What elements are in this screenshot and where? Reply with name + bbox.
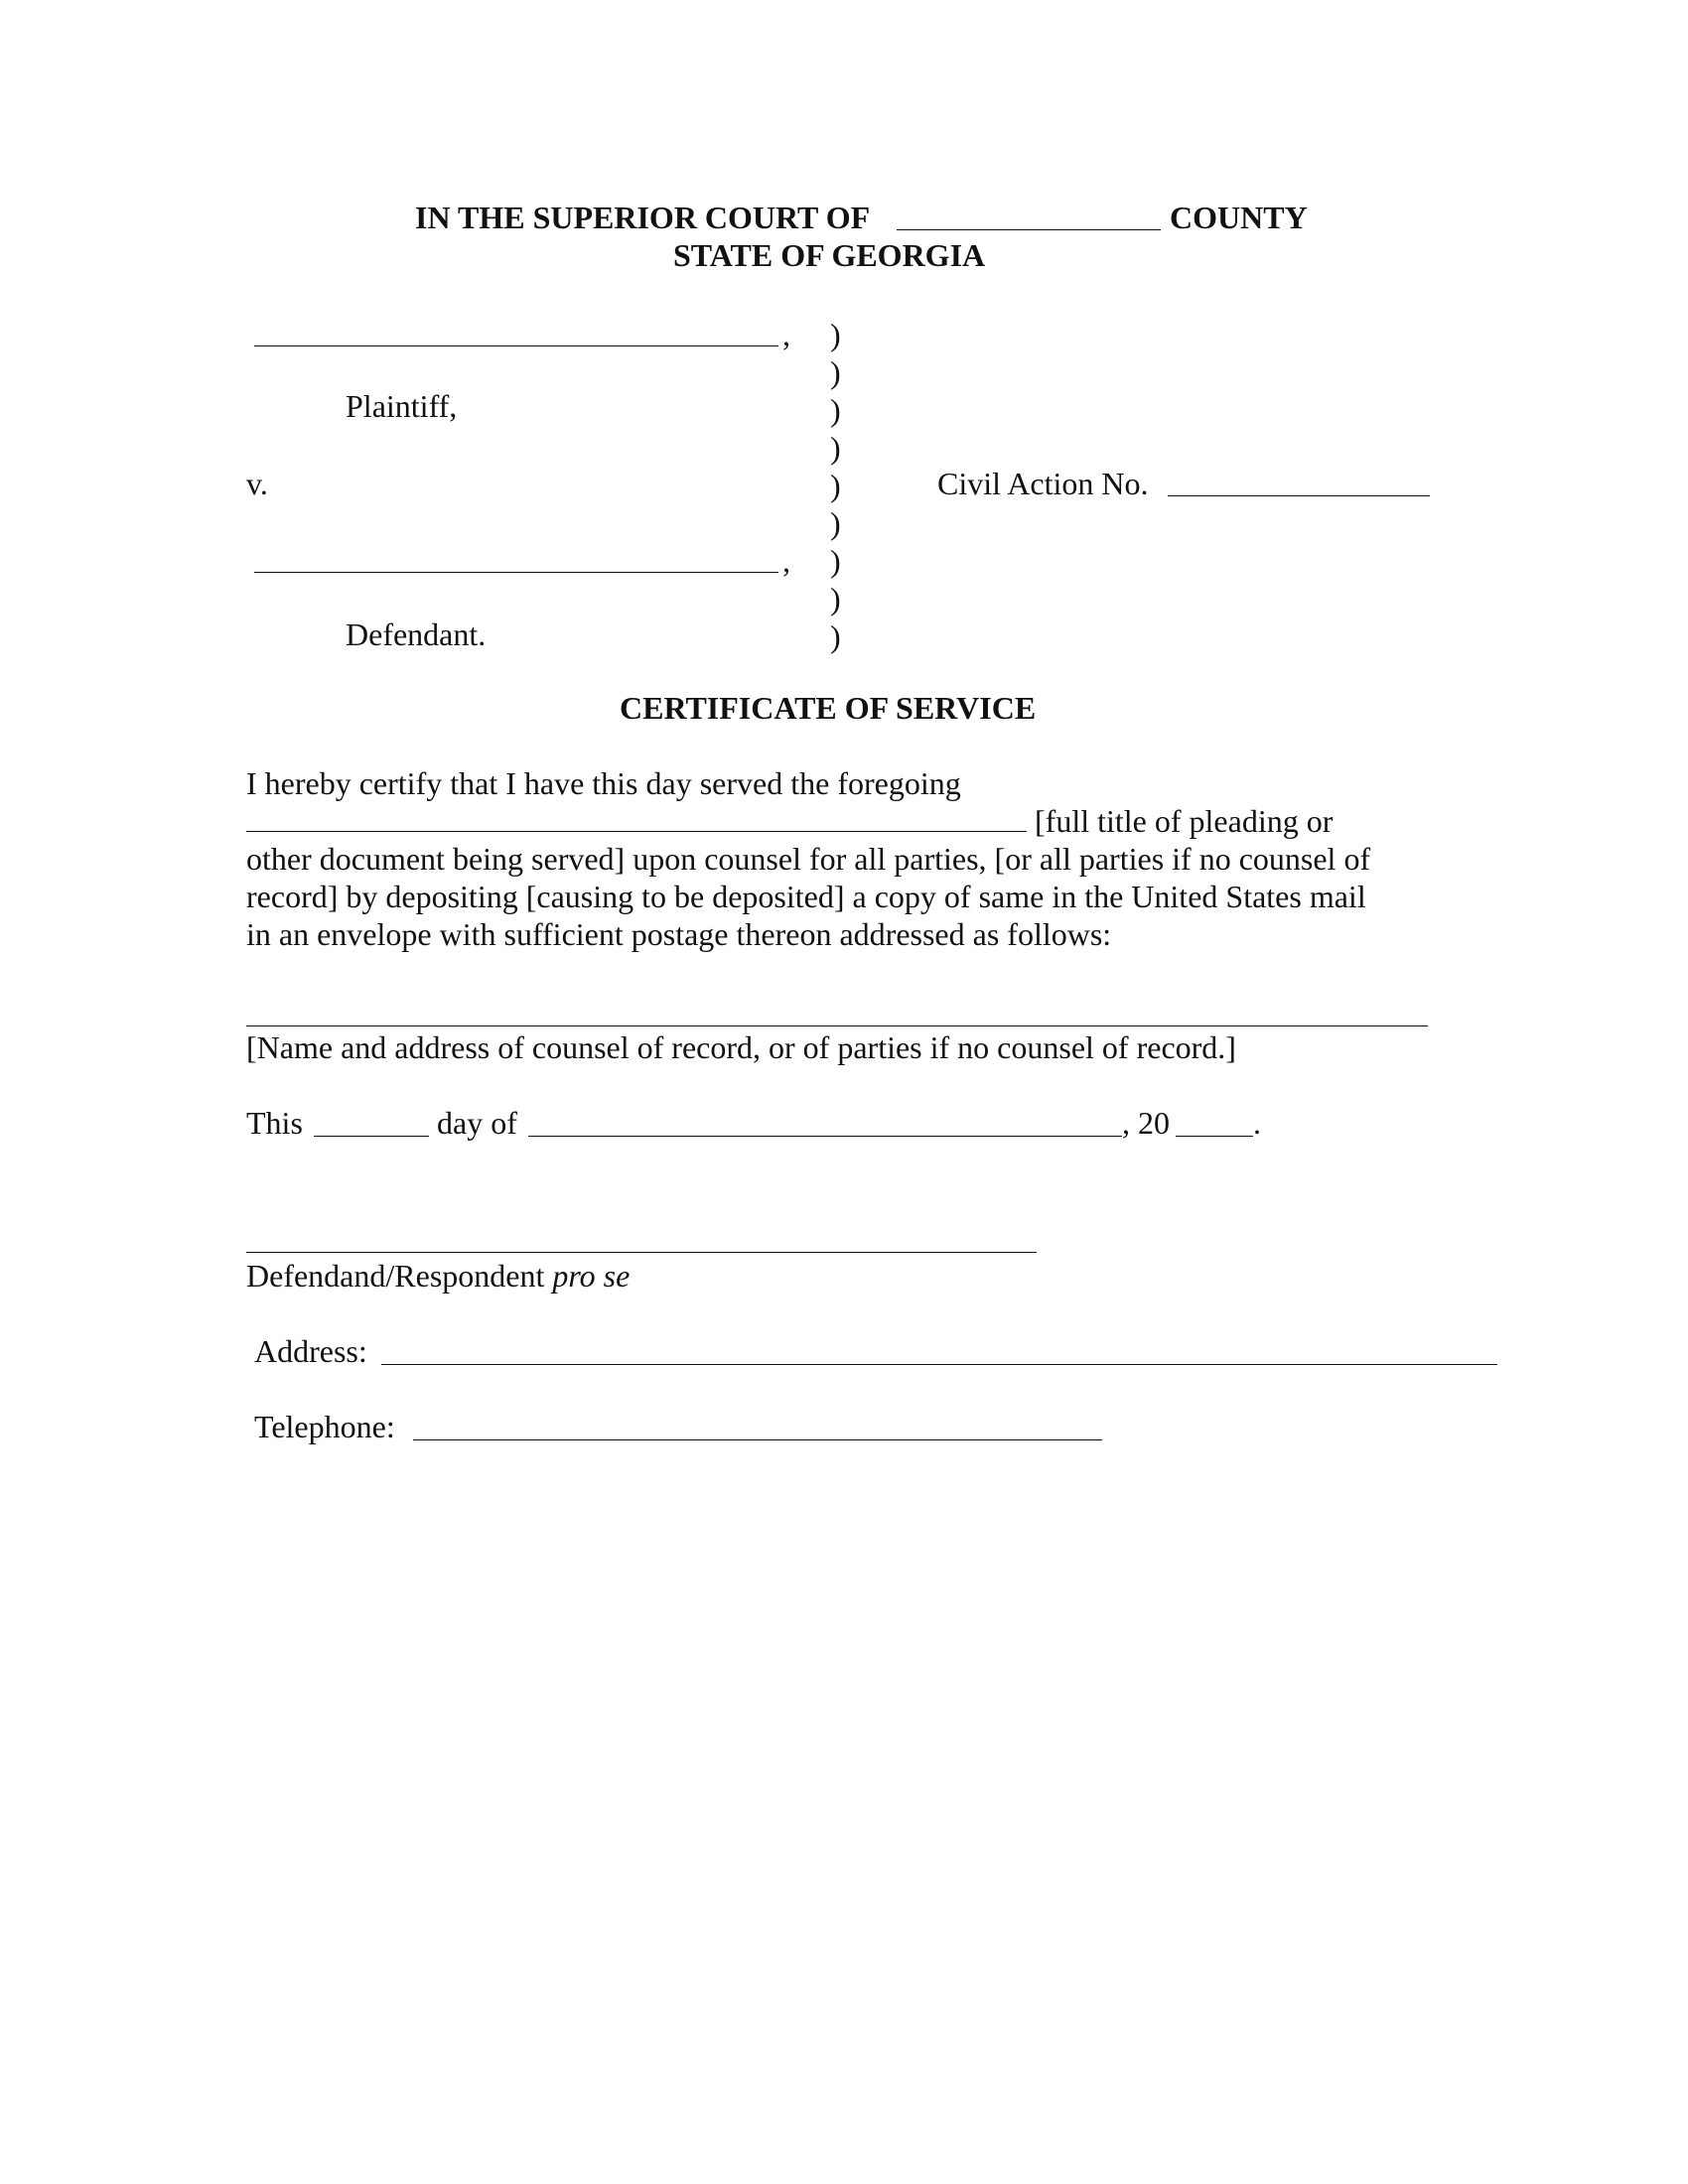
certificate-body <box>246 764 1418 953</box>
caption-paren: ) <box>830 430 841 466</box>
this-label: This <box>246 1105 303 1141</box>
document-title-blank[interactable] <box>246 805 1027 832</box>
signature-line[interactable] <box>246 1252 1037 1253</box>
address-label: Address: <box>254 1333 367 1369</box>
civil-action-label: Civil Action No. <box>937 466 1149 501</box>
defendant-name-blank[interactable] <box>254 572 778 573</box>
plaintiff-comma: , <box>782 317 790 352</box>
body-line-1: I hereby certify that I have this day served the foregoing <box>246 765 961 801</box>
body-line-5: in an envelope with sufficient postage thereon addressed as follows: <box>246 916 1112 952</box>
address-blank[interactable] <box>381 1364 1497 1365</box>
court-prefix: IN THE SUPERIOR COURT OF <box>415 200 871 235</box>
body-line-2 <box>246 802 1418 840</box>
counsel-note: [Name and address of counsel of record, or of parties if no counsel of record.] <box>246 1029 1236 1065</box>
versus-label: v. <box>246 466 268 501</box>
signatory-role: Defendand/Respondent <box>246 1258 545 1294</box>
civil-action-number-blank[interactable] <box>1168 495 1430 496</box>
pro-se-label: pro se <box>552 1258 631 1294</box>
state-heading: STATE OF GEORGIA <box>673 237 986 273</box>
caption-paren: ) <box>830 505 841 541</box>
defendant-comma: , <box>782 543 790 579</box>
caption-paren: ) <box>830 317 841 352</box>
county-label: COUNTY <box>1170 200 1308 235</box>
telephone-label: Telephone: <box>254 1409 395 1444</box>
caption-paren: ) <box>830 618 841 654</box>
caption-paren: ) <box>830 543 841 579</box>
county-blank[interactable] <box>897 229 1161 230</box>
caption-paren: ) <box>830 354 841 390</box>
defendant-label: Defendant. <box>346 616 487 652</box>
signatory-label <box>246 1257 630 1295</box>
counsel-address-blank[interactable] <box>246 1025 1428 1026</box>
caption-paren: ) <box>830 392 841 428</box>
body-line-2-text: [full title of pleading or <box>1035 803 1334 839</box>
telephone-blank[interactable] <box>413 1439 1102 1440</box>
day-blank[interactable] <box>314 1136 429 1137</box>
caption-paren: ) <box>830 468 841 503</box>
year-prefix: , 20 <box>1122 1105 1170 1141</box>
body-line-3: other document being served] upon counsel for all parties, [or all parties if no counsel of <box>246 841 1371 877</box>
body-line-4: record] by depositing [causing to be deposited] a copy of same in the United States mail <box>246 879 1366 914</box>
year-blank[interactable] <box>1176 1136 1253 1137</box>
date-period: . <box>1253 1105 1261 1141</box>
plaintiff-label: Plaintiff, <box>346 388 458 424</box>
day-of-label: day of <box>437 1105 517 1141</box>
caption-paren: ) <box>830 581 841 616</box>
plaintiff-name-blank[interactable] <box>254 345 778 346</box>
certificate-title: CERTIFICATE OF SERVICE <box>620 690 1037 726</box>
month-blank[interactable] <box>528 1136 1122 1137</box>
court-heading <box>415 199 870 236</box>
